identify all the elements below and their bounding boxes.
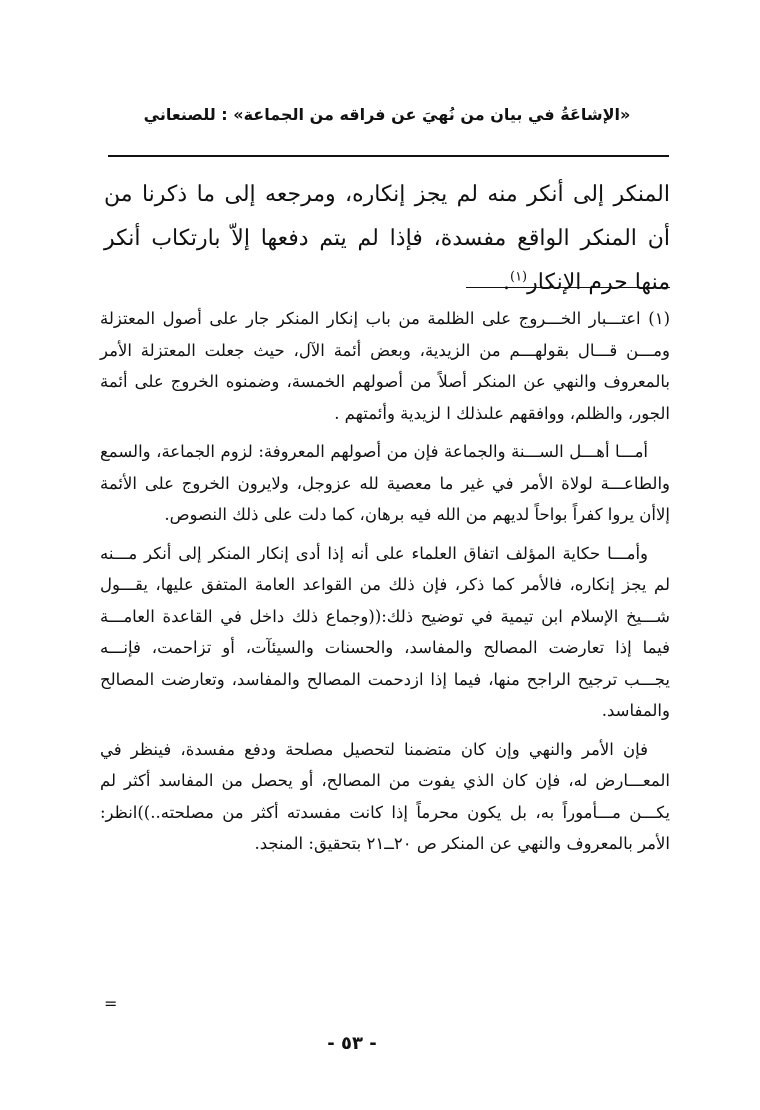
running-header-title: «الإشاعَةُ في بيان من نُهيَ عن فراقه من الجماعة» : للصنعاني [143, 105, 631, 124]
main-paragraph-text: المنكر إلى أنكر منه لم يجز إنكاره، ومرجعه إلى ما ذكرنا من أن المنكر الواقع مفسدة، فإذا لم يتم دفعها إلاّ بارتكاب أنكر منها حرم الإنكار [104, 182, 670, 295]
main-paragraph [104, 173, 670, 305]
footnote-reference: (١) [509, 269, 528, 285]
footnotes-block [100, 303, 670, 867]
footnote-paragraph-4: فإن الأمر والنهي وإن كان متضمنا لتحصيل مصلحة ودفع مفسدة، فينظر في المعـــارض له، فإن كان الذي يفوت من المصالح، أو يحصل من المفاسد أكثر لم يكـــن مـــأموراً به، بل يكون محرماً إذا كانت مفسدته أكثر من مصلحته..))انظر: الأمر بالمعروف والنهي عن المنكر ص ٢٠ــ٢١ بتحقيق: المنجد. [100, 739, 670, 853]
main-text-block [104, 173, 670, 305]
page-number: - ٥٣ - [327, 1033, 377, 1054]
footnote-paragraph-3: وأمـــا حكاية المؤلف اتفاق العلماء على أنه إذا أدى إنكار المنكر إلى أنكر مـــنه لم يجز إنكاره، فالأمر كما ذكر، فإن ذلك من القواعد العامة المتفق عليها، يقـــول شـــيخ الإسلام ابن تيمية في توضيح ذلك:((وجماع ذلك داخل في القاعدة العامـــة فيما إذا تعارضت المصالح والمفاسد، والحسنات والسيئآت، أو تزاحمت، فإنـــه يجـــب ترجيح الراجح منها، فيما إذا ازدحمت المصالح والمفاسد، وتعارضت المصالح والمفاسد. [100, 543, 670, 720]
continuation-mark: = [104, 994, 118, 1013]
header-divider [108, 155, 669, 157]
footnote-divider [466, 287, 670, 288]
footnote-paragraph-1: (١) اعتـــبار الخـــروج على الظلمة من باب إنكار المنكر جار على أصول المعتزلة ومـــن قـــال بقولهـــم من الزيدية، وبعض أئمة الآل، حيث جعلت المعتزلة الأمر بالمعروف والنهي عن المنكر أصلاً من أصولهم الخمسة، وضمنوه الخروج على أئمة الجور، والظلم، ووافقهم علىذلك ا لزيدية وأئمتهم . [100, 309, 670, 423]
running-header [96, 103, 678, 127]
main-paragraph-end: . [502, 270, 510, 295]
footnote-paragraph-2: أمـــا أهـــل الســـنة والجماعة فإن من أصولهم المعروفة: لزوم الجماعة، والسمع والطاعـــة لولاة الأمر في غير ما معصية لله عزوجل، ولايرون الخروج على الأئمة إلاأن يروا كفراً بواحاً لديهم من الله فيه برهان، كما دلت على ذلك النصوص. [100, 442, 670, 524]
